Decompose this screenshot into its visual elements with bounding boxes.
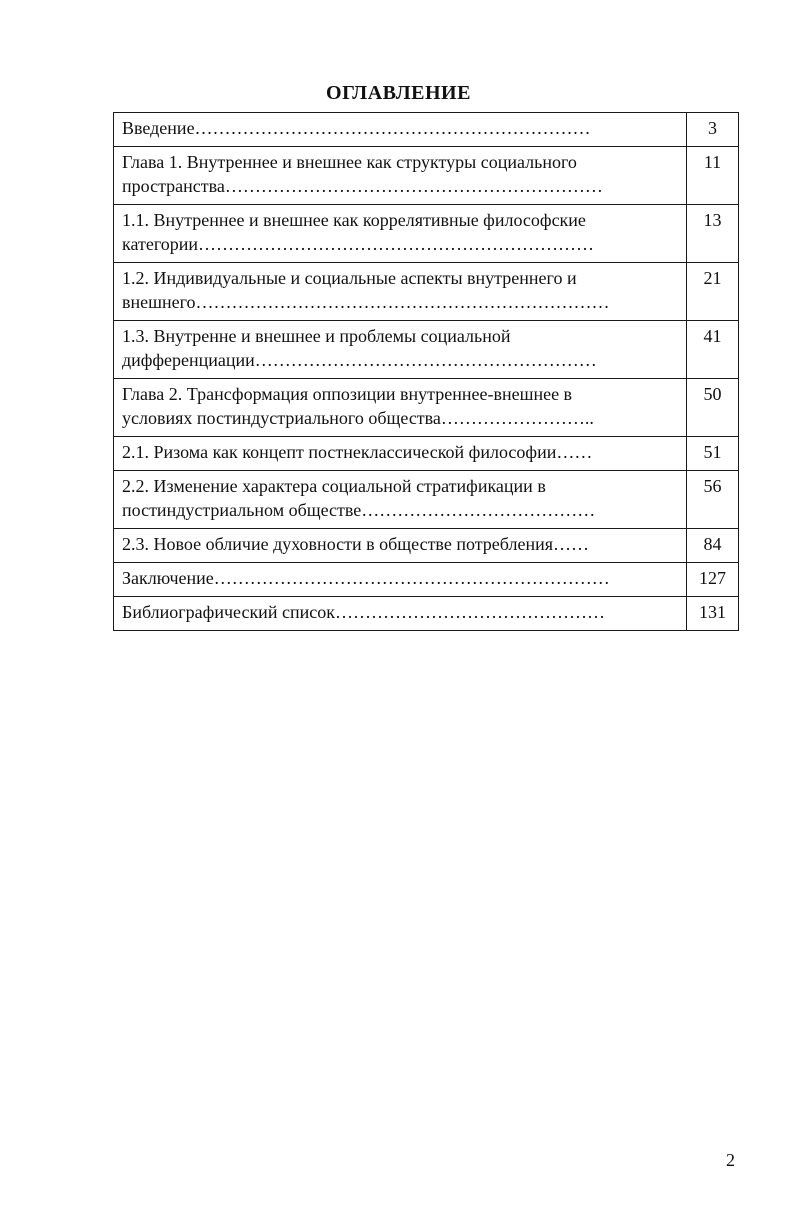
toc-entry-page: 56	[687, 471, 739, 529]
page-number: 2	[726, 1150, 735, 1170]
toc-entry-line: 1.1. Внутреннее и внешнее как коррелятивные философские	[122, 210, 586, 230]
toc-entry-line: внешнего……………………………………………………………	[122, 292, 610, 312]
toc-entry-page: 11	[687, 147, 739, 205]
toc-row	[114, 597, 739, 631]
toc-row	[114, 563, 739, 597]
toc-entry-page: 3	[687, 113, 739, 147]
toc-row	[114, 321, 739, 379]
toc-row	[114, 263, 739, 321]
toc-entry-text	[114, 471, 687, 529]
toc-row	[114, 471, 739, 529]
toc-entry-page: 127	[687, 563, 739, 597]
toc-entry-line: Заключение…………………………………………………………	[122, 568, 610, 588]
toc-entry-line: 2.3. Новое обличие духовности в обществе потребления……	[122, 534, 590, 554]
toc-entry-line: Глава 1. Внутреннее и внешнее как структуры социального	[122, 152, 577, 172]
toc-row	[114, 529, 739, 563]
toc-entry-line: 2.2. Изменение характера социальной стратификации в	[122, 476, 546, 496]
toc-entry-page: 84	[687, 529, 739, 563]
toc-entry-line: 1.3. Внутренне и внешнее и проблемы социальной	[122, 326, 511, 346]
toc-entry-line: 1.2. Индивидуальные и социальные аспекты внутреннего и	[122, 268, 577, 288]
toc-entry-page: 131	[687, 597, 739, 631]
toc-entry-text	[114, 263, 687, 321]
toc-entry-page: 41	[687, 321, 739, 379]
toc-entry-text	[114, 321, 687, 379]
toc-entry-text	[114, 597, 687, 631]
toc-entry-line: пространства………………………………………………………	[122, 176, 603, 196]
toc-entry-line: Глава 2. Трансформация оппозиции внутреннее-внешнее в	[122, 384, 573, 404]
toc-row	[114, 113, 739, 147]
toc-entry-page: 50	[687, 379, 739, 437]
toc-row	[114, 437, 739, 471]
document-title: ОГЛАВЛЕНИЕ	[326, 82, 471, 104]
toc-entry-text	[114, 205, 687, 263]
toc-row	[114, 147, 739, 205]
toc-entry-page: 51	[687, 437, 739, 471]
toc-entry-line: постиндустриальном обществе…………………………………	[122, 500, 596, 520]
toc-entry-line: Библиографический список………………………………………	[122, 602, 605, 622]
toc-entry-line: дифференциации…………………………………………………	[122, 350, 597, 370]
toc-entry-page: 13	[687, 205, 739, 263]
toc-entry-line: Введение…………………………………………………………	[122, 118, 591, 138]
toc-entry-text	[114, 529, 687, 563]
toc-entry-text	[114, 113, 687, 147]
toc-entry-line: 2.1. Ризома как концепт постнеклассической философии……	[122, 442, 593, 462]
table-of-contents	[113, 112, 739, 631]
toc-entry-text	[114, 379, 687, 437]
toc-entry-page: 21	[687, 263, 739, 321]
toc-entry-text	[114, 147, 687, 205]
toc-entry-text	[114, 437, 687, 471]
toc-row	[114, 379, 739, 437]
toc-entry-text	[114, 563, 687, 597]
toc-row	[114, 205, 739, 263]
toc-entry-line: категории…………………………………………………………	[122, 234, 595, 254]
toc-entry-line: условиях постиндустриального общества……………………..	[122, 408, 594, 428]
